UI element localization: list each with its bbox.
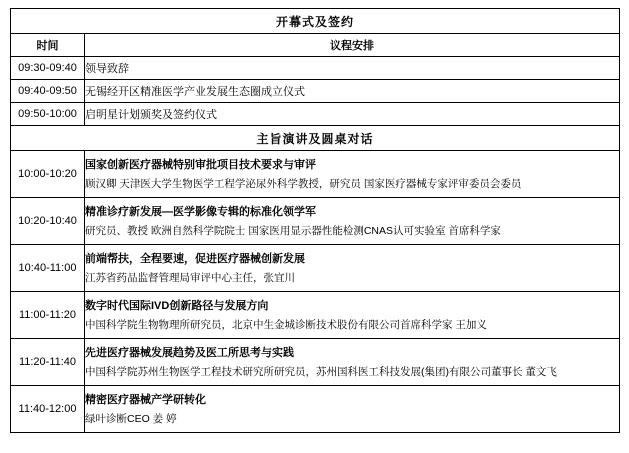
row-time: 11:40-12:00 [11,386,85,433]
table-row [11,198,620,245]
row-talk [85,292,620,339]
agenda-table [10,8,620,433]
row-time: 10:20-10:40 [11,198,85,245]
table-row [11,34,620,57]
table-row [11,386,620,433]
row-time: 11:20-11:40 [11,339,85,386]
row-talk [85,151,620,198]
row-time: 10:40-11:00 [11,245,85,292]
talk-speaker: 中国科学院生物物理所研究员，北京中生金城诊断技术股份有限公司首席科学家 王加义 [85,318,487,331]
talk-title: 精准诊疗新发展—医学影像专辑的标准化领学军 [85,205,316,218]
talk-speaker: 中国科学院苏州生物医学工程技术研究所研究员，苏州国科医工科技发展(集团)有限公司董事长 董文飞 [85,365,557,378]
table-row [11,245,620,292]
table-row [11,103,620,126]
talk-speaker: 绿叶诊断CEO 姜 婷 [85,412,177,425]
table-row [11,339,620,386]
row-time: 10:00-10:20 [11,151,85,198]
row-time: 09:30-09:40 [11,57,85,80]
row-time: 09:40-09:50 [11,80,85,103]
talk-title: 数字时代国际IVD创新路径与发展方向 [85,299,269,312]
row-agenda-item: 启明星计划颁奖及签约仪式 [85,103,620,126]
row-talk [85,339,620,386]
table-row [11,151,620,198]
row-agenda-item: 领导致辞 [85,57,620,80]
column-header-agenda: 议程安排 [85,34,620,57]
row-time: 09:50-10:00 [11,103,85,126]
row-time: 11:00-11:20 [11,292,85,339]
talk-title: 先进医疗器械发展趋势及医工所思考与实践 [85,346,294,359]
talk-speaker: 顾汉卿 天津医大学生物医学工程学泌尿外科学教授，研究员 国家医疗器械专家评审委员会委员 [85,177,522,190]
section-title-opening: 开幕式及签约 [11,9,620,34]
row-talk [85,245,620,292]
talk-title: 精密医疗器械产学研转化 [85,393,206,406]
section-title-keynote: 主旨演讲及圆桌对话 [11,126,620,151]
row-agenda-item: 无锡经开区精准医学产业发展生态圈成立仪式 [85,80,620,103]
column-header-time: 时间 [11,34,85,57]
row-talk [85,198,620,245]
talk-title: 国家创新医疗器械特别审批项目技术要求与审评 [85,158,316,171]
table-row [11,126,620,151]
row-talk [85,386,620,433]
talk-speaker: 江苏省药品监督管理局审评中心主任，张宜川 [85,271,295,284]
table-row [11,80,620,103]
talk-title: 前端帮扶，全程要速，促进医疗器械创新发展 [85,252,305,265]
talk-speaker: 研究员、教授 欧洲自然科学院院士 国家医用显示器性能检测CNAS认可实验室 首席科学家 [85,224,501,237]
table-row [11,9,620,34]
table-row [11,57,620,80]
table-row [11,292,620,339]
